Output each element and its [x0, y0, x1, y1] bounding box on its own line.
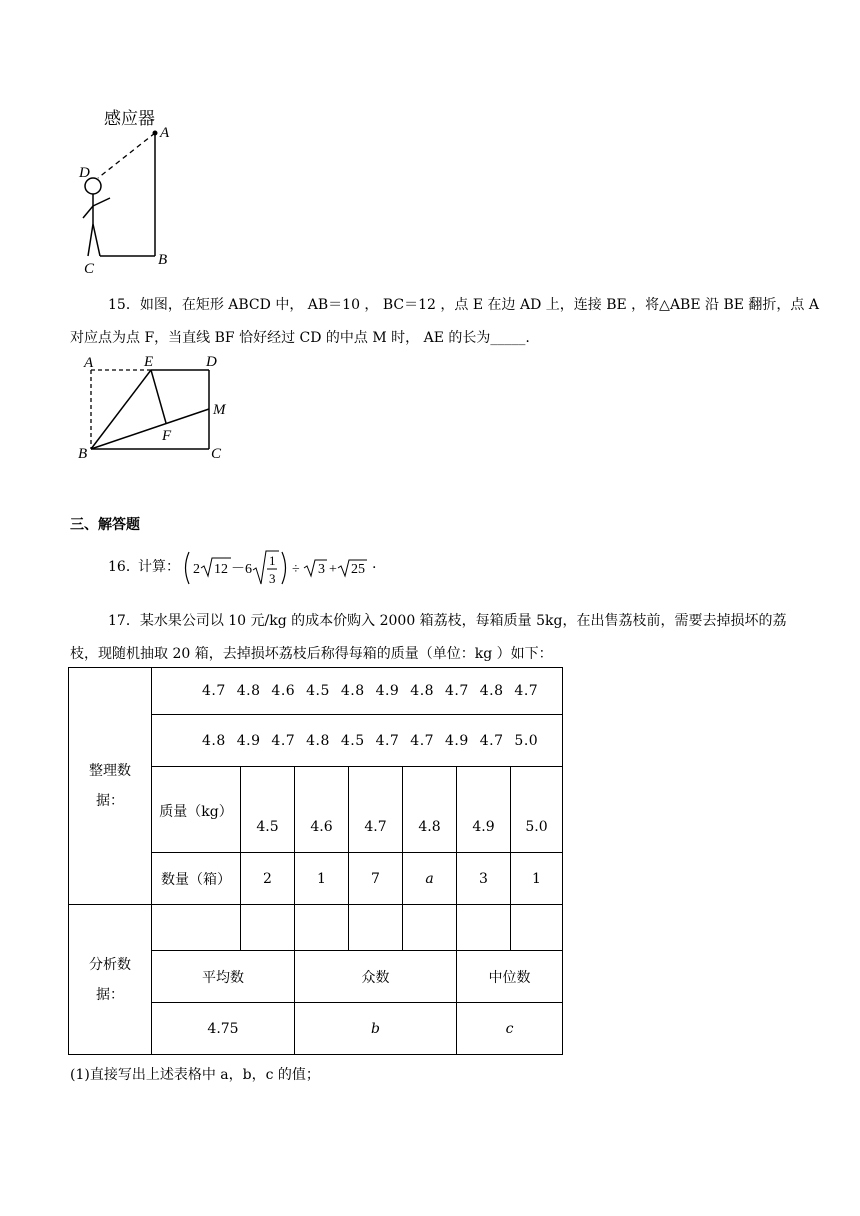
empty-cell	[403, 905, 457, 951]
label-E: E	[144, 354, 154, 370]
person-arm-1	[93, 198, 110, 206]
label-A: A	[84, 355, 94, 371]
q16-number: 16．	[108, 559, 140, 575]
divide: ÷	[292, 562, 300, 577]
mass-value: 4.7	[349, 767, 403, 853]
q16-end: .	[372, 556, 377, 572]
count-value: 1	[511, 853, 563, 905]
q16-text: 计算：	[138, 559, 180, 575]
person-leg-1	[93, 224, 100, 256]
stat-value-mean: 4.75	[152, 1003, 295, 1055]
mass-value: 4.9	[457, 767, 511, 853]
segment-BM	[91, 409, 209, 449]
raw-row-1: 4.7 4.8 4.6 4.5 4.8 4.9 4.8 4.7 4.8 4.7	[152, 668, 563, 715]
count-value: 7	[349, 853, 403, 905]
radicand-12: 12	[214, 562, 228, 577]
stat-header-median: 中位数	[457, 951, 563, 1003]
rectangle-figure	[75, 350, 235, 465]
empty-cell	[511, 905, 563, 951]
q15-line1	[108, 294, 819, 314]
label-C: C	[84, 261, 95, 277]
label-B: B	[78, 446, 88, 462]
frac-num: 1	[269, 553, 276, 568]
count-value: 1	[295, 853, 349, 905]
q17-line2: 枝，现随机抽取 20 箱，去掉损坏荔枝后称得每箱的质量（单位：kg ）如下：	[70, 646, 553, 662]
empty-cell	[457, 905, 511, 951]
analysis-label: 分析数据：	[69, 905, 152, 1055]
count-value: a	[403, 853, 457, 905]
stat-header-mean: 平均数	[152, 951, 295, 1003]
label-M: M	[213, 402, 226, 418]
empty-cell	[295, 905, 349, 951]
plus: +	[329, 562, 337, 577]
section-title: 三、解答题	[70, 517, 140, 533]
person-arm-2	[83, 206, 93, 218]
q15-line1-text: 如图，在矩形 ABCD 中， AB＝10 ， BC＝12 ，点 E 在边 AD 上，连接 BE ，将△ABE 沿 BE 翻折，点 A	[139, 297, 819, 313]
label-F: F	[162, 428, 172, 444]
segment-BE	[91, 370, 151, 449]
mass-value: 4.5	[241, 767, 295, 853]
q17-line1: 17．某水果公司以 10 元/kg 的成本价购入 2000 箱荔枝，每箱质量 5kg，在出售荔枝前，需要去掉损坏的荔	[108, 613, 787, 629]
person-leg-2	[88, 224, 93, 256]
sensor-label: 感应器	[104, 109, 155, 128]
radicand-3: 3	[318, 562, 325, 577]
raw-row-2: 4.8 4.9 4.7 4.8 4.5 4.7 4.7 4.9 4.7 5.0	[152, 715, 563, 767]
stat-header-mode: 众数	[295, 951, 457, 1003]
count-value: 2	[241, 853, 295, 905]
mass-value: 4.8	[403, 767, 457, 853]
label-D: D	[79, 165, 90, 181]
label-A: A	[160, 125, 170, 141]
sight-line	[98, 133, 155, 178]
minus-6: －6	[231, 562, 252, 577]
q15-number: 15．	[108, 297, 140, 313]
count-value: 3	[457, 853, 511, 905]
mass-value: 5.0	[511, 767, 563, 853]
label-B: B	[158, 252, 168, 268]
radicand-25: 25	[351, 562, 365, 577]
mass-value: 4.6	[295, 767, 349, 853]
stat-value-median: c	[457, 1003, 563, 1055]
organize-label: 整理数据：	[69, 668, 152, 905]
q17-part1: (1)直接写出上述表格中 a，b，c 的值；	[70, 1067, 320, 1083]
sensor-figure	[70, 100, 200, 280]
count-header: 数量（箱）	[152, 853, 241, 905]
stat-value-mode: b	[295, 1003, 457, 1055]
paren-left	[186, 552, 190, 584]
coef-2: 2	[193, 562, 200, 577]
empty-cell	[349, 905, 403, 951]
frac-den: 3	[269, 571, 276, 586]
paren-right	[282, 552, 286, 584]
empty-cell	[152, 905, 241, 951]
segment-EF	[151, 370, 166, 423]
empty-cell	[241, 905, 295, 951]
label-C: C	[211, 446, 222, 462]
q16-expression	[181, 548, 371, 588]
label-D: D	[206, 354, 217, 370]
q15-line2: 对应点为点 F，当直线 BF 恰好经过 CD 的中点 M 时， AE 的长为_____.	[70, 330, 530, 346]
mass-header: 质量（kg）	[152, 767, 241, 853]
data-table	[68, 667, 563, 1055]
